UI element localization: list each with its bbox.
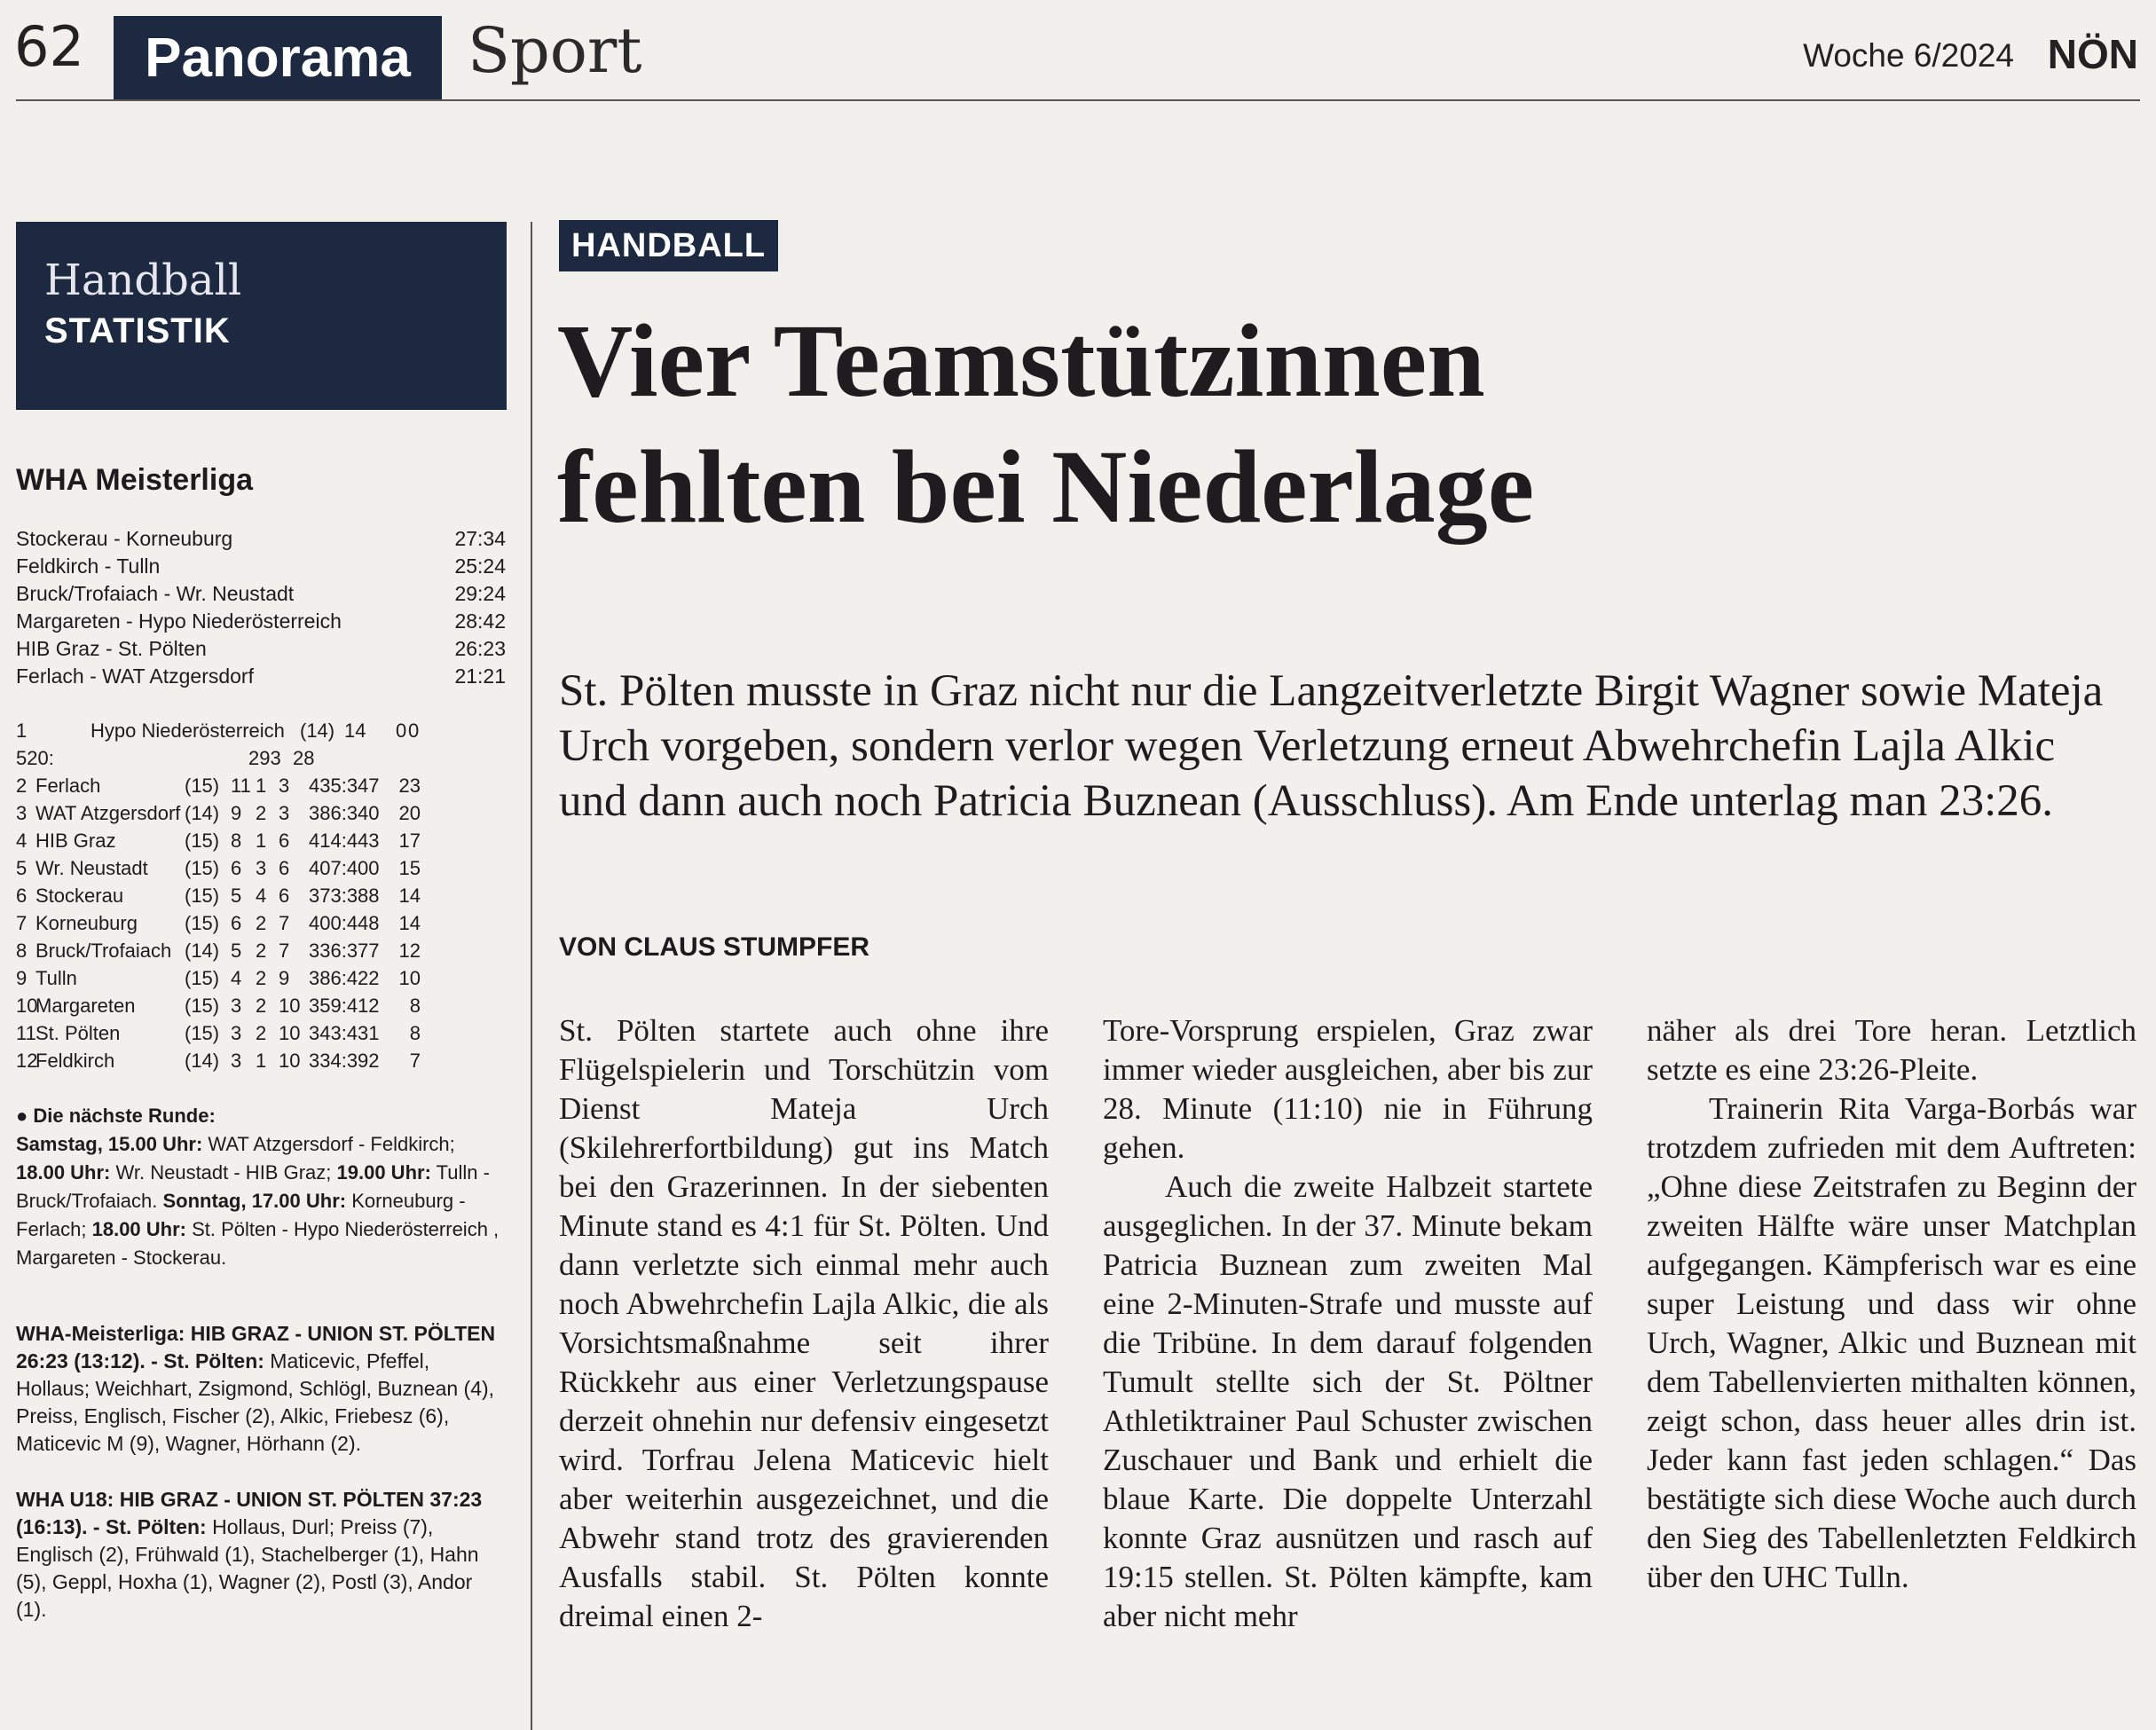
table-goals: 520: <box>16 747 54 769</box>
table-w: 5 <box>231 940 242 962</box>
header-rule <box>16 99 2140 101</box>
table-row <box>16 744 506 772</box>
table-team: Tulln <box>35 967 77 989</box>
section-label: Panorama <box>114 16 442 100</box>
table-draws: 0 <box>396 720 407 742</box>
table-rank: 3 <box>16 802 28 824</box>
table-l: 7 <box>279 912 290 934</box>
table-row <box>16 799 506 827</box>
table-games: (15) <box>185 885 220 907</box>
next-round-match: Korneuburg - Ferlach; <box>16 1190 466 1240</box>
table-pts: 15 <box>398 857 421 879</box>
result-row <box>16 635 506 663</box>
next-round <box>16 1102 506 1272</box>
table-rank: 10 <box>16 995 38 1017</box>
table-goals: 336:377 <box>309 940 380 962</box>
table-rank: 12 <box>16 1050 38 1072</box>
table-row <box>16 1047 506 1074</box>
table-team: Ferlach <box>35 775 101 797</box>
result-match: Margareten - Hypo Niederösterreich <box>16 609 342 633</box>
table-d: 1 <box>256 830 267 852</box>
table-team: HIB Graz <box>35 830 116 852</box>
result-row <box>16 525 506 553</box>
table-rank: 2 <box>16 775 28 797</box>
table-games: (15) <box>185 912 220 934</box>
table-games: (14) <box>300 720 335 742</box>
table-goals: 334:392 <box>309 1050 380 1072</box>
table-pts: 8 <box>409 995 421 1017</box>
table-d: 2 <box>256 802 267 824</box>
next-round-match: Wr. Neustadt - HIB Graz; <box>110 1161 332 1183</box>
table-pts: 12 <box>398 940 421 962</box>
table-goals: 343:431 <box>309 1022 380 1044</box>
next-round-match: St. Pölten - Hypo Niederösterreich , Margareten - Stockerau. <box>16 1218 500 1269</box>
table-games: (15) <box>185 830 220 852</box>
table-l: 10 <box>279 1050 301 1072</box>
table-row <box>16 1019 506 1047</box>
table-goals: 407:400 <box>309 857 380 879</box>
next-round-title: Die nächste Runde: <box>33 1105 216 1127</box>
statistics-box-title: STATISTIK <box>44 311 231 350</box>
table-team: Bruck/Trofaiach <box>35 940 172 962</box>
table-row <box>16 909 506 937</box>
result-match: Ferlach - WAT Atzgersdorf <box>16 664 254 688</box>
table-games: (15) <box>185 857 220 879</box>
table-l: 10 <box>279 1022 301 1044</box>
column-divider <box>531 222 532 1730</box>
brand-logo: NÖN <box>2047 31 2138 77</box>
table-l: 6 <box>279 885 290 907</box>
table-l: 3 <box>279 775 290 797</box>
table-w: 6 <box>231 857 242 879</box>
statistics-box-sport: Handball <box>44 256 242 305</box>
result-score: 21:21 <box>454 664 506 688</box>
table-w: 3 <box>231 1050 242 1072</box>
table-games: (15) <box>185 775 220 797</box>
article-column-3: näher als drei Tore heran. Letztlich setzte es eine 23:26-Pleite. Trainerin Rita Varga-Borbás war trotzdem zufrieden mit dem Auftreten: „Ohne diese Zeitstrafen zu Beginn der zweiten Hälfte wäre unser Matchplan aufgegangen. Kämpferisch war es eine super Leistung und dass wir ohne Urch, Wagner, Alkic und Buznean mit dem Tabellenvierten mithalten können, zeigt schon, dass heuer alles drin ist. Jeder kann fast jeden schlagen.“ Das bestätigte sich diese Woche auch durch den Sieg des Tabellenletzten Feldkirch über den UHC Tulln. <box>1647 1013 2136 1594</box>
table-wins: 14 <box>344 720 366 742</box>
table-w: 5 <box>231 885 242 907</box>
next-round-match: Tulln - Bruck/Trofaiach. <box>16 1161 490 1212</box>
result-score: 27:34 <box>454 527 506 550</box>
table-w: 9 <box>231 802 242 824</box>
table-rank: 4 <box>16 830 28 852</box>
result-row <box>16 580 506 608</box>
table-points: 28 <box>293 747 315 769</box>
table-d: 2 <box>256 967 267 989</box>
table-row <box>16 964 506 992</box>
table-team: WAT Atzgersdorf <box>35 802 181 824</box>
table-d: 2 <box>256 940 267 962</box>
result-match: Bruck/Trofaiach - Wr. Neustadt <box>16 582 295 605</box>
next-round-time: 19.00 Uhr: <box>336 1161 431 1183</box>
table-games: (14) <box>185 1050 220 1072</box>
result-score: 26:23 <box>454 637 506 660</box>
table-d: 3 <box>256 857 267 879</box>
table-games: (15) <box>185 967 220 989</box>
table-d: 4 <box>256 885 267 907</box>
statistics-box <box>16 222 507 410</box>
article-column-1: St. Pölten startete auch ohne ihre Flügelspielerin und Torschützin vom Dienst Mateja Urch (Skilehrerfortbildung) gut ins Match bei den Grazerinnen. In der siebenten Minute stand es 4:1 für St. Pölten. Und dann verletzte sich einmal mehr auch noch Abwehrchefin Lajla Alkic, die als Vorsichtsmaßnahme seit ihrer Rückkehr aus einer Verletzungspause derzeit ohnehin nur defensiv eingesetzt wird. Torfrau Jelena Maticevic hielt aber weiterhin ausgezeichnet, und die Abwehr stand trotz des gravierenden Ausfalls stabil. St. Pölten konnte dreimal einen 2- <box>559 1013 1049 1633</box>
article-kicker: HANDBALL <box>559 220 778 271</box>
table-rank: 11 <box>16 1022 36 1044</box>
next-round-time: 18.00 Uhr: <box>91 1218 186 1240</box>
table-w: 4 <box>231 967 242 989</box>
table-w: 6 <box>231 912 242 934</box>
table-w: 3 <box>231 995 242 1017</box>
table-goals: 359:412 <box>309 995 380 1017</box>
league-title: WHA Meisterliga <box>16 463 254 497</box>
result-score: 25:24 <box>454 554 506 578</box>
table-pts: 14 <box>398 912 421 934</box>
results-list <box>16 525 506 690</box>
standings-table <box>16 717 506 1074</box>
match-report-2-heading: WHA U18: HIB GRAZ - UNION ST. PÖLTEN 37:23 (16:13). - St. Pölten: <box>16 1488 483 1538</box>
table-w: 3 <box>231 1022 242 1044</box>
table-team: Feldkirch <box>35 1050 115 1072</box>
bullet-icon: ● <box>16 1105 34 1127</box>
table-l: 7 <box>279 940 290 962</box>
table-losses: 0 <box>408 720 420 742</box>
table-row <box>16 717 506 744</box>
article-headline: Vier Teamstützinnen fehlten bei Niederlage <box>557 303 1535 545</box>
article-column-2: Tore-Vorsprung erspielen, Graz zwar immer wieder ausgleichen, aber bis zur 28. Minute (11:10) nie in Führung gehen. Auch die zweite Halbzeit startete ausgeglichen. In der 37. Minute bekam Patricia Buznean zum zweiten Mal eine 2-Minuten-Strafe und musste auf die Tribüne. In dem darauf folgenden Tumult stellte sich der St. Pöltner Athletiktrainer Paul Schuster zwischen Zuschauer und Bank und erhielt die blaue Karte. Die doppelte Unterzahl konnte Graz ausnützen und rasch auf 19:15 stellen. St. Pölten kämpfte, kam aber nicht mehr <box>1103 1013 1593 1633</box>
table-w: 8 <box>231 830 242 852</box>
page-number: 62 <box>14 14 84 79</box>
table-team: Stockerau <box>35 885 124 907</box>
table-goals: 414:443 <box>309 830 380 852</box>
table-d: 2 <box>256 912 267 934</box>
table-row <box>16 882 506 909</box>
table-d: 2 <box>256 995 267 1017</box>
table-pts: 23 <box>398 775 421 797</box>
table-l: 6 <box>279 857 290 879</box>
result-match: Stockerau - Korneuburg <box>16 527 233 550</box>
match-report-1 <box>16 1320 506 1458</box>
table-pts: 10 <box>398 967 421 989</box>
result-match: Feldkirch - Tulln <box>16 554 161 578</box>
next-round-match: WAT Atzgersdorf - Feldkirch; <box>202 1133 455 1155</box>
table-rank: 5 <box>16 857 28 879</box>
table-team: Wr. Neustadt <box>35 857 148 879</box>
match-report-2-text: Hollaus, Durl; Preiss (7), Englisch (2), Frühwald (1), Stachelberger (1), Hahn (5), Geppl, Hoxha (1), Wagner (2), Postl (3), Andor (1). <box>16 1515 479 1621</box>
result-score: 28:42 <box>454 609 506 633</box>
table-d: 1 <box>256 775 267 797</box>
table-games: (14) <box>185 802 220 824</box>
table-team: Margareten <box>35 995 136 1017</box>
table-goals: 386:422 <box>309 967 380 989</box>
table-games: (15) <box>185 995 220 1017</box>
result-row <box>16 553 506 580</box>
table-pts: 7 <box>409 1050 421 1072</box>
table-goals: 373:388 <box>309 885 380 907</box>
table-goals: 400:448 <box>309 912 380 934</box>
issue-week: Woche 6/2024 <box>1803 37 2014 74</box>
table-rank: 6 <box>16 885 28 907</box>
match-report-1-text: Maticevic, Pfeffel, Hollaus; Weichhart, Zsigmond, Schlögl, Buznean (4), Preiss, Englisch, Fischer (2), Alkic, Friebesz (6), Maticevic M (9), Wagner, Hörhann (2). <box>16 1349 495 1455</box>
table-goals: 435:347 <box>309 775 380 797</box>
next-round-time: Sonntag, 17.00 Uhr: <box>162 1190 347 1212</box>
result-row <box>16 608 506 635</box>
table-goals: 386:340 <box>309 802 380 824</box>
next-round-time: 18.00 Uhr: <box>16 1161 111 1183</box>
table-l: 9 <box>279 967 290 989</box>
table-rank: 1 <box>16 720 28 742</box>
table-games: (15) <box>185 1022 220 1044</box>
table-d: 2 <box>256 1022 267 1044</box>
subsection-label: Sport <box>468 14 642 87</box>
table-pts: 20 <box>398 802 421 824</box>
table-team: Korneuburg <box>35 912 138 934</box>
table-goals-against: 293 <box>248 747 281 769</box>
table-l: 3 <box>279 802 290 824</box>
result-row <box>16 663 506 690</box>
table-row <box>16 992 506 1019</box>
table-l: 6 <box>279 830 290 852</box>
table-row <box>16 827 506 854</box>
next-round-time: Samstag, 15.00 Uhr: <box>16 1133 203 1155</box>
table-w: 11 <box>231 775 251 797</box>
result-score: 29:24 <box>454 582 506 605</box>
table-pts: 14 <box>398 885 421 907</box>
table-rank: 7 <box>16 912 28 934</box>
table-pts: 8 <box>409 1022 421 1044</box>
table-pts: 17 <box>398 830 421 852</box>
article-lead: St. Pölten musste in Graz nicht nur die Langzeitverletzte Birgit Wagner sowie Mateja Urch vorgeben, sondern verlor wegen Verletzung erneut Abwehrchefin Lajla Alkic und dann auch noch Patricia Buznean (Ausschluss). Am Ende unterlag man 23:26. <box>559 666 2104 826</box>
match-report-1-heading: WHA-Meisterliga: HIB GRAZ - UNION ST. PÖLTEN 26:23 (13:12). - St. Pölten: <box>16 1322 496 1372</box>
result-match: HIB Graz - St. Pölten <box>16 637 207 660</box>
table-games: (14) <box>185 940 220 962</box>
table-row <box>16 937 506 964</box>
table-l: 10 <box>279 995 301 1017</box>
match-report-2 <box>16 1486 506 1624</box>
table-d: 1 <box>256 1050 267 1072</box>
article-byline: VON CLAUS STUMPFER <box>559 932 870 962</box>
table-row <box>16 854 506 882</box>
table-team: Hypo Niederösterreich <box>90 720 285 742</box>
table-rank: 8 <box>16 940 28 962</box>
table-rank: 9 <box>16 967 28 989</box>
table-row <box>16 772 506 799</box>
table-team: St. Pölten <box>35 1022 121 1044</box>
